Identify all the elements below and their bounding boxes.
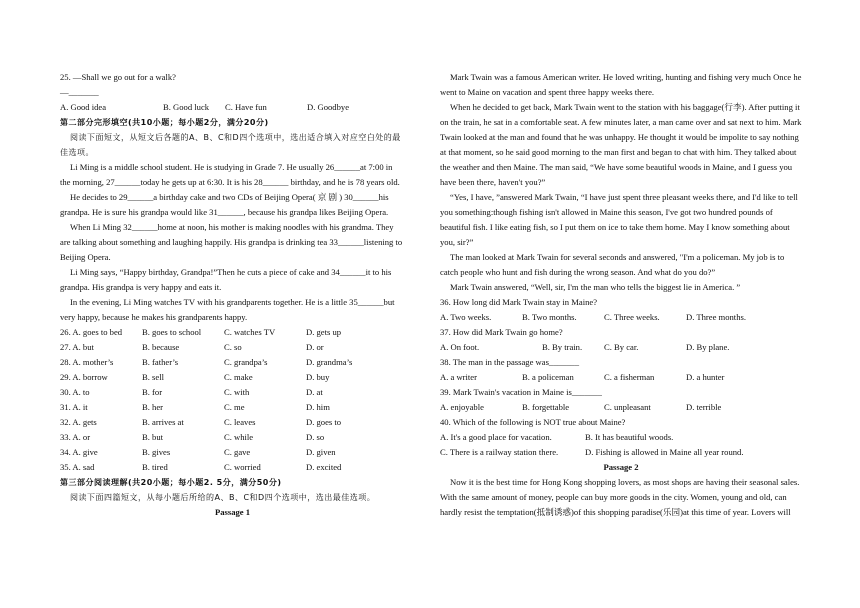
- cloze-paragraph-5: In the evening, Li Ming watches TV with his grandparents together. He is a little 35______but very happy, because he makes his grandparents happy.: [60, 297, 395, 322]
- option: 35. A. sad: [60, 462, 95, 472]
- option: 30. A. to: [60, 387, 90, 397]
- option: 33. A. or: [60, 432, 91, 442]
- option: B. but: [142, 432, 164, 442]
- passage1-title: Passage 1: [214, 507, 251, 517]
- cloze-option-row: [60, 460, 405, 475]
- q25-answer-line: —_______: [60, 87, 99, 97]
- option: C. There is a railway station there.: [440, 447, 559, 457]
- option: B. for: [142, 387, 163, 397]
- option: C. grandpa’s: [224, 357, 268, 367]
- cloze-option-row: [60, 400, 405, 415]
- cloze-option-row: [60, 355, 405, 370]
- option: 31. A. it: [60, 402, 88, 412]
- right-column: [440, 70, 802, 520]
- option: C. worried: [224, 462, 261, 472]
- option: A. enjoyable: [440, 402, 484, 412]
- option: D. goes to: [306, 417, 342, 427]
- question-options: [440, 340, 802, 355]
- section3-instructions: 阅读下面四篇短文，从每小题后所给的A、B、C和D四个选项中，选出最佳选项。: [70, 493, 376, 502]
- cloze-option-row: [60, 415, 405, 430]
- option: B. forgettable: [522, 402, 570, 412]
- cloze-option-row: [60, 340, 405, 355]
- question-stem: 37. How did Mark Twain go home?: [440, 327, 563, 337]
- left-column: [60, 70, 405, 520]
- option: C. with: [224, 387, 250, 397]
- option: D. a hunter: [686, 372, 725, 382]
- question-stem: 39. Mark Twain's vacation in Maine is_______: [440, 387, 602, 397]
- passage1-paragraph-4: The man looked at Mark Twain for several seconds and answered, "I'm a policeman. My job is to catch people who hunt and fish during the wrong season. And what do you do?”: [440, 252, 785, 277]
- cloze-options: [60, 325, 405, 475]
- cloze-option-row: [60, 385, 405, 400]
- option: D. at: [306, 387, 323, 397]
- option: C. watches TV: [224, 327, 276, 337]
- cloze-paragraph-1: Li Ming is a middle school student. He is studying in Grade 7. He usually 26______at 7:00 in the morning, 27______today he gets up at 6:30. It is his 28______ birthday, and he is 78 years old.: [60, 162, 400, 187]
- question-options: [440, 430, 802, 460]
- option: D. grandma’s: [306, 357, 353, 367]
- q25-stem: 25. —Shall we go out for a walk?: [60, 72, 176, 82]
- cloze-paragraph-4: Li Ming says, “Happy birthday, Grandpa!”Then he cuts a piece of cake and 34______it to his grandpa. His grandpa is very happy and eats it.: [60, 267, 392, 292]
- option: A. It's a good place for vacation.: [440, 432, 552, 442]
- option: 28. A. mother’s: [60, 357, 114, 367]
- option: B. By train.: [542, 342, 583, 352]
- option: A. Two weeks.: [440, 312, 492, 322]
- option: C. make: [224, 372, 253, 382]
- option: D. Three months.: [686, 312, 746, 322]
- option: D. gets up: [306, 327, 342, 337]
- option: A. a writer: [440, 372, 477, 382]
- cloze-option-row: [60, 325, 405, 340]
- question-40: [440, 415, 802, 460]
- option: B. her: [142, 402, 164, 412]
- option: B. sell: [142, 372, 164, 382]
- option: A. On foot.: [440, 342, 480, 352]
- question-stem: 40. Which of the following is NOT true about Maine?: [440, 417, 626, 427]
- question-38: [440, 355, 802, 385]
- cloze-option-row: [60, 445, 405, 460]
- q25-options: [60, 100, 405, 115]
- question-39: [440, 385, 802, 415]
- option: B. gives: [142, 447, 171, 457]
- option: C. so: [224, 342, 242, 352]
- question-stem: 38. The man in the passage was_______: [440, 357, 579, 367]
- q25-option-d: D. Goodbye: [307, 102, 350, 112]
- option: C. Three weeks.: [604, 312, 660, 322]
- option: B. goes to school: [142, 327, 202, 337]
- option: 27. A. but: [60, 342, 94, 352]
- question-options: [440, 370, 802, 385]
- question-stem: 36. How long did Mark Twain stay in Maine?: [440, 297, 598, 307]
- option: 26. A. goes to bed: [60, 327, 123, 337]
- question-options: [440, 310, 802, 325]
- option: 32. A. gets: [60, 417, 97, 427]
- cloze-paragraph-3: When Li Ming 32______home at noon, his mother is making noodles with his grandma. They are talking about something and laughing happily. His grandpa is drinking tea 33______listening to Beijing Opera.: [60, 222, 403, 262]
- option: C. a fisherman: [604, 372, 655, 382]
- option: C. By car.: [604, 342, 639, 352]
- question-37: [440, 325, 802, 355]
- passage1-paragraph-2: When he decided to get back, Mark Twain went to the station with his baggage(行李). After putting it on the train, he sat in a comfortable seat. A few minutes later, a man came over and sat next to him. Mark Twain looked at the man and found that he was unhappy. He thought it would be impolite to say nothing at that moment, so he said good morning to the man first and began to chat with him. They talked about the weather and then Maine. The man said, “We have some beautiful woods in Maine, and I guess you have been there, haven't you?”: [440, 102, 802, 187]
- passage2-paragraph-1: Now it is the best time for Hong Kong shopping lovers, as most shops are having their seasonal sales. With the same amount of money, people can buy more goods in the city. Women, young and old, can hardly resist the temptation(抵制诱惑)of this shopping paradise(乐园)at this time of year. Lovers will: [440, 477, 800, 517]
- cloze-paragraph-2: He decides to 29______a birthday cake and two CDs of Beijing Opera( 京 剧 ) 30______his grandpa. He is sure his grandpa would like 31______, because his grandpa likes Beijing Opera.: [60, 192, 389, 217]
- q25-option-c: C. Have fun: [225, 102, 267, 112]
- option: B. because: [142, 342, 180, 352]
- option: B. It has beautiful woods.: [585, 432, 674, 442]
- passage1-paragraph-5: Mark Twain answered, “Well, sir, I'm the man who tells the biggest lie in America. ”: [450, 282, 741, 292]
- option: D. given: [306, 447, 336, 457]
- option: D. or: [306, 342, 324, 352]
- section3-title: 第三部分阅读理解(共20小题；每小题2. 5分，满分50分): [60, 478, 282, 487]
- question-36: [440, 295, 802, 325]
- option: B. Two months.: [522, 312, 577, 322]
- option: C. unpleasant: [604, 402, 651, 412]
- option: D. excited: [306, 462, 342, 472]
- section2-instructions: 阅读下面短文，从短文后各题的A、B、C和D四个选项中，选出适合填入对应空白处的最佳选项。: [60, 133, 401, 157]
- passage2-title: Passage 2: [603, 462, 639, 472]
- option: D. By plane.: [686, 342, 730, 352]
- question-options: [440, 400, 802, 415]
- option: 34. A. give: [60, 447, 98, 457]
- option: C. gave: [224, 447, 251, 457]
- option: D. Fishing is allowed in Maine all year round.: [585, 447, 744, 457]
- option: C. while: [224, 432, 254, 442]
- option: D. him: [306, 402, 330, 412]
- passage1-paragraph-1: Mark Twain was a famous American writer. He loved writing, hunting and fishing very much Once he went to Maine on vacation and spent three happy weeks there.: [440, 72, 802, 97]
- section2-title: 第二部分完形填空(共10小题；每小题2分，满分20分): [60, 118, 269, 127]
- option: B. arrives at: [142, 417, 184, 427]
- option: 29. A. borrow: [60, 372, 108, 382]
- q25-option-b: B. Good luck: [163, 102, 210, 112]
- option: D. buy: [306, 372, 330, 382]
- passage1-paragraph-3: “Yes, I have, ”answered Mark Twain, “I have just spent three pleasant weeks there, and I'd like to tell you something:though fishing isn't allowed in Maine this season, I've got two hundred pounds of beautiful fish. I like eating fish, so I put them on ice to take them home. May I know something about you, sir?”: [440, 192, 798, 247]
- option: B. a policeman: [522, 372, 574, 382]
- option: C. me: [224, 402, 245, 412]
- option: D. terrible: [686, 402, 722, 412]
- cloze-option-row: [60, 370, 405, 385]
- option: C. leaves: [224, 417, 256, 427]
- option: B. tired: [142, 462, 168, 472]
- option: D. so: [306, 432, 325, 442]
- option: B. father’s: [142, 357, 179, 367]
- q25-option-a: A. Good idea: [60, 102, 107, 112]
- cloze-option-row: [60, 430, 405, 445]
